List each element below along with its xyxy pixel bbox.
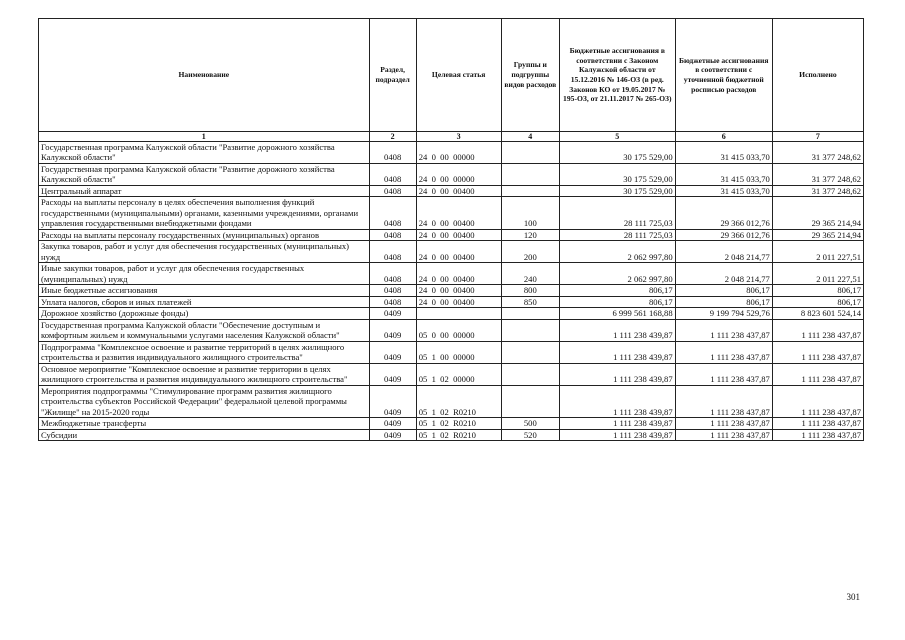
cell-section: 0408 — [369, 296, 416, 307]
cell-section: 0409 — [369, 418, 416, 429]
cell-article: 24 0 00 00400 — [416, 229, 501, 240]
page-number: 301 — [846, 592, 860, 602]
cell-article: 05 1 02 R0210 — [416, 429, 501, 440]
cell-group — [501, 385, 559, 417]
cell-group — [501, 185, 559, 196]
column-number: 1 — [39, 132, 370, 142]
cell-law: 30 175 529,00 — [559, 142, 675, 164]
cell-law: 1 111 238 439,87 — [559, 319, 675, 341]
column-number: 2 — [369, 132, 416, 142]
cell-name: Уплата налогов, сборов и иных платежей — [39, 296, 370, 307]
cell-revised: 806,17 — [675, 296, 772, 307]
cell-name: Иные закупки товаров, работ и услуг для обеспечения государственных (муниципальных) нужд — [39, 263, 370, 285]
header-section: Раздел, подраздел — [369, 19, 416, 132]
cell-name: Государственная программа Калужской области "Развитие дорожного хозяйства Калужской области" — [39, 163, 370, 185]
cell-law: 30 175 529,00 — [559, 185, 675, 196]
cell-section: 0408 — [369, 241, 416, 263]
cell-revised: 29 366 012,76 — [675, 197, 772, 229]
table-row — [39, 319, 864, 341]
cell-article: 24 0 00 00400 — [416, 263, 501, 285]
cell-article: 05 0 00 00000 — [416, 319, 501, 341]
cell-law: 1 111 238 439,87 — [559, 418, 675, 429]
cell-name: Межбюджетные трансферты — [39, 418, 370, 429]
cell-article: 24 0 00 00400 — [416, 285, 501, 296]
cell-revised: 1 111 238 437,87 — [675, 319, 772, 341]
cell-group — [501, 142, 559, 164]
cell-article: 05 1 02 R0210 — [416, 418, 501, 429]
cell-article: 24 0 00 00000 — [416, 163, 501, 185]
cell-name: Подпрограмма "Комплексное освоение и развитие территорий в целях жилищного строительства и развития индивидуального жилищного строительства" — [39, 341, 370, 363]
cell-law: 28 111 725,03 — [559, 197, 675, 229]
header-group: Группы и подгруппы видов расходов — [501, 19, 559, 132]
cell-group: 240 — [501, 263, 559, 285]
cell-article: 05 1 02 00000 — [416, 363, 501, 385]
cell-name: Государственная программа Калужской области "Развитие дорожного хозяйства Калужской области" — [39, 142, 370, 164]
cell-revised: 1 111 238 437,87 — [675, 429, 772, 440]
cell-revised: 31 415 033,70 — [675, 163, 772, 185]
cell-name: Центральный аппарат — [39, 185, 370, 196]
table-row — [39, 341, 864, 363]
cell-article: 05 1 00 00000 — [416, 341, 501, 363]
cell-section: 0409 — [369, 319, 416, 341]
cell-group: 120 — [501, 229, 559, 240]
column-number: 7 — [772, 132, 863, 142]
cell-law: 28 111 725,03 — [559, 229, 675, 240]
table-row — [39, 296, 864, 307]
cell-executed: 1 111 238 437,87 — [772, 319, 863, 341]
column-number-row — [39, 132, 864, 142]
cell-law: 806,17 — [559, 285, 675, 296]
cell-executed: 1 111 238 437,87 — [772, 429, 863, 440]
table-row — [39, 308, 864, 319]
cell-name: Иные бюджетные ассигнования — [39, 285, 370, 296]
table-row — [39, 197, 864, 229]
cell-executed: 1 111 238 437,87 — [772, 385, 863, 417]
cell-law: 1 111 238 439,87 — [559, 341, 675, 363]
cell-executed: 31 377 248,62 — [772, 185, 863, 196]
column-number: 4 — [501, 132, 559, 142]
cell-group — [501, 363, 559, 385]
cell-group — [501, 341, 559, 363]
column-number: 3 — [416, 132, 501, 142]
cell-group: 850 — [501, 296, 559, 307]
cell-revised: 1 111 238 437,87 — [675, 363, 772, 385]
cell-executed: 806,17 — [772, 285, 863, 296]
cell-executed: 2 011 227,51 — [772, 263, 863, 285]
cell-revised: 1 111 238 437,87 — [675, 341, 772, 363]
cell-section: 0408 — [369, 263, 416, 285]
cell-section: 0408 — [369, 197, 416, 229]
table-row — [39, 385, 864, 417]
cell-law: 806,17 — [559, 296, 675, 307]
column-number: 5 — [559, 132, 675, 142]
header-law-appropriations: Бюджетные ассигнования в соответствии с Законом Калужской области от 15.12.2016 № 146-ОЗ (в ред. Законов КО от 19.05.2017 № 195-ОЗ, от 21.11.2017 № 265-ОЗ) — [559, 19, 675, 132]
cell-executed: 2 011 227,51 — [772, 241, 863, 263]
cell-article: 24 0 00 00000 — [416, 142, 501, 164]
cell-section: 0409 — [369, 429, 416, 440]
cell-name: Государственная программа Калужской области "Обеспечение доступным и комфортным жильем и коммунальными услугами населения Калужской области" — [39, 319, 370, 341]
cell-executed: 1 111 238 437,87 — [772, 363, 863, 385]
table-row — [39, 229, 864, 240]
table-row — [39, 363, 864, 385]
cell-executed: 31 377 248,62 — [772, 142, 863, 164]
cell-group — [501, 308, 559, 319]
table-body — [39, 142, 864, 441]
cell-group — [501, 319, 559, 341]
cell-section: 0408 — [369, 285, 416, 296]
cell-article: 24 0 00 00400 — [416, 185, 501, 196]
column-number: 6 — [675, 132, 772, 142]
cell-section: 0408 — [369, 185, 416, 196]
header-executed: Исполнено — [772, 19, 863, 132]
table-row — [39, 418, 864, 429]
header-name: Наименование — [39, 19, 370, 132]
table-row — [39, 163, 864, 185]
cell-revised: 31 415 033,70 — [675, 185, 772, 196]
table-row — [39, 263, 864, 285]
cell-law: 6 999 561 168,88 — [559, 308, 675, 319]
cell-revised: 1 111 238 437,87 — [675, 418, 772, 429]
cell-article: 24 0 00 00400 — [416, 197, 501, 229]
cell-section: 0409 — [369, 385, 416, 417]
budget-table — [38, 18, 864, 441]
cell-group: 800 — [501, 285, 559, 296]
cell-group: 200 — [501, 241, 559, 263]
cell-name: Расходы на выплаты персоналу государственных (муниципальных) органов — [39, 229, 370, 240]
cell-section: 0408 — [369, 142, 416, 164]
cell-name: Мероприятия подпрограммы "Стимулирование программ развития жилищного строительства субъектов Российской Федерации" федеральной целевой программы "Жилище" на 2015-2020 годы — [39, 385, 370, 417]
cell-revised: 2 048 214,77 — [675, 263, 772, 285]
cell-revised: 29 366 012,76 — [675, 229, 772, 240]
table-row — [39, 185, 864, 196]
cell-article: 05 1 02 R0210 — [416, 385, 501, 417]
cell-group: 500 — [501, 418, 559, 429]
cell-group: 100 — [501, 197, 559, 229]
cell-law: 30 175 529,00 — [559, 163, 675, 185]
header-article: Целевая статья — [416, 19, 501, 132]
cell-article: 24 0 00 00400 — [416, 241, 501, 263]
cell-revised: 9 199 794 529,76 — [675, 308, 772, 319]
table-row — [39, 285, 864, 296]
table-row — [39, 429, 864, 440]
cell-law: 1 111 238 439,87 — [559, 385, 675, 417]
cell-article: 24 0 00 00400 — [416, 296, 501, 307]
cell-executed: 806,17 — [772, 296, 863, 307]
cell-revised: 806,17 — [675, 285, 772, 296]
cell-group: 520 — [501, 429, 559, 440]
cell-group — [501, 163, 559, 185]
header-revised-appropriations: Бюджетные ассигнования в соответствии с уточненной бюджетной росписью расходов — [675, 19, 772, 132]
cell-executed: 1 111 238 437,87 — [772, 341, 863, 363]
cell-law: 2 062 997,80 — [559, 241, 675, 263]
cell-executed: 1 111 238 437,87 — [772, 418, 863, 429]
table-row — [39, 241, 864, 263]
table-row — [39, 142, 864, 164]
cell-revised: 31 415 033,70 — [675, 142, 772, 164]
cell-name: Расходы на выплаты персоналу в целях обеспечения выполнения функций государственными (муниципальными) органами, казенными учреждениями, органами управления государственными внебюджетными фондами — [39, 197, 370, 229]
cell-name: Закупка товаров, работ и услуг для обеспечения государственных (муниципальных) нужд — [39, 241, 370, 263]
cell-name: Субсидии — [39, 429, 370, 440]
cell-law: 2 062 997,80 — [559, 263, 675, 285]
cell-law: 1 111 238 439,87 — [559, 363, 675, 385]
cell-section: 0408 — [369, 229, 416, 240]
cell-section: 0409 — [369, 363, 416, 385]
cell-revised: 2 048 214,77 — [675, 241, 772, 263]
cell-name: Основное мероприятие "Комплексное освоение и развитие территории в целях жилищного строительства и развития индивидуального жилищного строительства" — [39, 363, 370, 385]
header-row — [39, 19, 864, 132]
cell-executed: 31 377 248,62 — [772, 163, 863, 185]
cell-section: 0408 — [369, 163, 416, 185]
cell-name: Дорожное хозяйство (дорожные фонды) — [39, 308, 370, 319]
cell-revised: 1 111 238 437,87 — [675, 385, 772, 417]
cell-article — [416, 308, 501, 319]
cell-law: 1 111 238 439,87 — [559, 429, 675, 440]
cell-executed: 29 365 214,94 — [772, 229, 863, 240]
cell-executed: 29 365 214,94 — [772, 197, 863, 229]
cell-executed: 8 823 601 524,14 — [772, 308, 863, 319]
cell-section: 0409 — [369, 341, 416, 363]
cell-section: 0409 — [369, 308, 416, 319]
